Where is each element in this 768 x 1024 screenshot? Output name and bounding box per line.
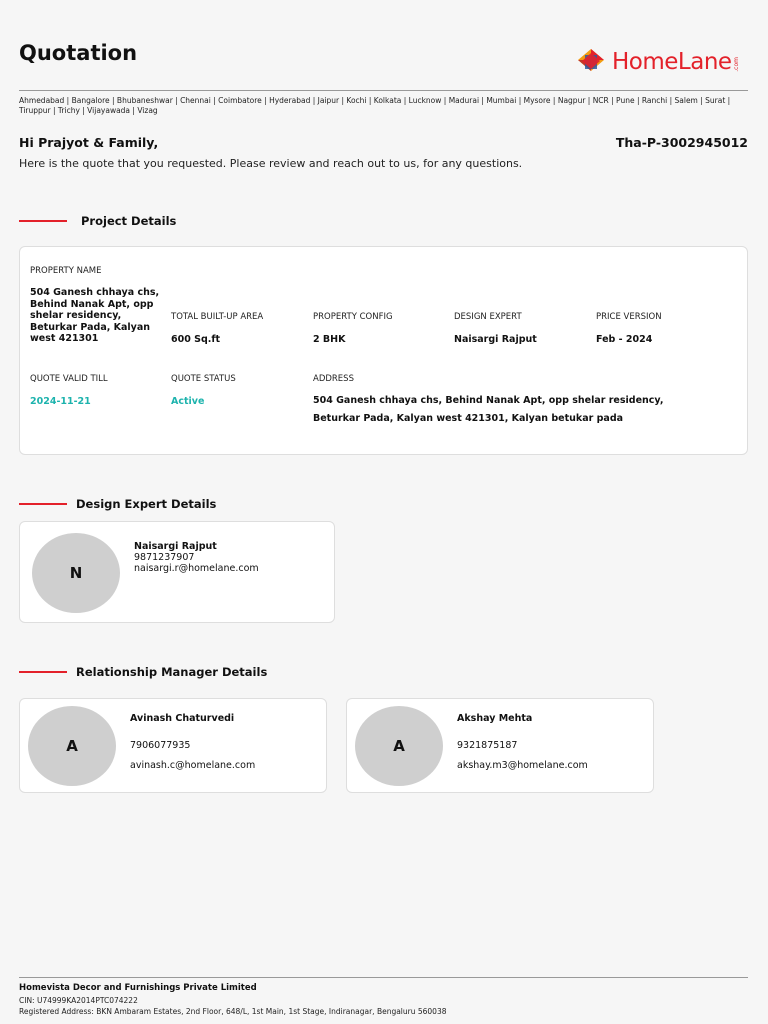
- quote-valid-till-field: [30, 374, 108, 408]
- quote-id: Tha-P-3002945012: [615, 135, 748, 150]
- field-label: ADDRESS: [313, 374, 354, 384]
- intro-text: Here is the quote that you requested. Please review and reach out to us, for any questions.: [19, 157, 523, 170]
- contact-email[interactable]: naisargi.r@homelane.com: [134, 563, 259, 574]
- header-divider: [19, 90, 748, 91]
- quote-valid-till-value: 2024-11-21: [30, 396, 91, 407]
- field-label: QUOTE VALID TILL: [30, 374, 108, 384]
- design-expert-value: Naisargi Rajput: [454, 334, 537, 345]
- field-label: DESIGN EXPERT: [454, 312, 522, 322]
- footer-cin: CIN: U74999KA2014PTC074222: [19, 996, 138, 1005]
- manager-contact: [457, 713, 588, 771]
- avatar: A: [28, 706, 116, 786]
- city-list: Ahmedabad | Bangalore | Bhubaneshwar | Chennai | Coimbatore | Hyderabad | Jaipur | Kochi | Kolkata | Lucknow | Madurai | Mumbai | Mysore | Nagpur | NCR | Pune | Ranchi | Salem | Surat | Tiruppur | Trichy | Vijayawada | Vizag: [19, 96, 731, 115]
- design-expert-contact: [134, 541, 259, 574]
- field-label: QUOTE STATUS: [171, 374, 236, 384]
- relationship-manager-card: [346, 698, 654, 793]
- property-name-value: 504 Ganesh chhaya chs, Behind Nanak Apt, opp shelar residency, Beturkar Pada, Kalyan west 421301: [30, 287, 160, 344]
- footer-company-name: Homevista Decor and Furnishings Private Limited: [19, 983, 257, 993]
- project-details-card: [19, 246, 748, 455]
- property-name-field: [30, 266, 165, 345]
- built-up-area-field: [171, 312, 263, 346]
- contact-email[interactable]: akshay.m3@homelane.com: [457, 760, 588, 771]
- field-label: TOTAL BUILT-UP AREA: [171, 312, 264, 322]
- section-title: Design Expert Details: [76, 497, 217, 511]
- page-title: Quotation: [19, 41, 138, 65]
- price-version-value: Feb - 2024: [596, 334, 653, 345]
- contact-name: Akshay Mehta: [457, 713, 533, 724]
- avatar: A: [355, 706, 443, 786]
- footer-registered-address: Registered Address: BKN Ambaram Estates, 2nd Floor, 648/L, 1st Main, 1st Stage, Indiranagar, Bengaluru 560038: [19, 1007, 447, 1016]
- field-label: PROPERTY NAME: [30, 266, 102, 276]
- design-expert-card: [19, 521, 335, 623]
- section-title: Project Details: [81, 214, 177, 228]
- contact-phone: 9871237907: [134, 552, 195, 563]
- logo-wordmark: HomeLane: [612, 49, 732, 75]
- section-title: Relationship Manager Details: [76, 665, 268, 679]
- contact-phone: 9321875187: [457, 740, 518, 751]
- homelane-logo-icon: [576, 47, 606, 77]
- quote-status-field: [171, 374, 236, 408]
- property-config-value: 2 BHK: [313, 334, 346, 345]
- contact-phone: 7906077935: [130, 740, 191, 751]
- manager-contact: [130, 713, 255, 771]
- address-field: [313, 374, 683, 428]
- property-config-field: [313, 312, 393, 346]
- section-accent-line: [19, 220, 67, 222]
- price-version-field: [596, 312, 662, 346]
- field-label: PROPERTY CONFIG: [313, 312, 393, 322]
- quote-status-badge: Active: [171, 396, 205, 407]
- contact-name: Avinash Chaturvedi: [130, 713, 235, 724]
- greeting: Hi Prajyot & Family,: [19, 135, 159, 150]
- address-value: 504 Ganesh chhaya chs, Behind Nanak Apt, opp shelar residency, Beturkar Pada, Kalyan west 421301, Kalyan betukar pada: [313, 395, 664, 424]
- section-accent-line: [19, 671, 67, 673]
- homelane-logo: [576, 46, 740, 78]
- design-expert-field: [454, 312, 537, 346]
- field-label: PRICE VERSION: [596, 312, 662, 322]
- avatar: N: [32, 533, 120, 613]
- built-up-area-value: 600 Sq.ft: [171, 334, 221, 345]
- relationship-manager-heading: [19, 665, 267, 679]
- design-expert-heading: [19, 497, 216, 511]
- logo-suffix: .com: [732, 56, 740, 72]
- footer-divider: [19, 977, 748, 978]
- project-details-heading: [19, 214, 176, 228]
- relationship-manager-card: [19, 698, 327, 793]
- contact-email[interactable]: avinash.c@homelane.com: [130, 760, 256, 771]
- section-accent-line: [19, 503, 67, 505]
- contact-name: Naisargi Rajput: [134, 541, 217, 552]
